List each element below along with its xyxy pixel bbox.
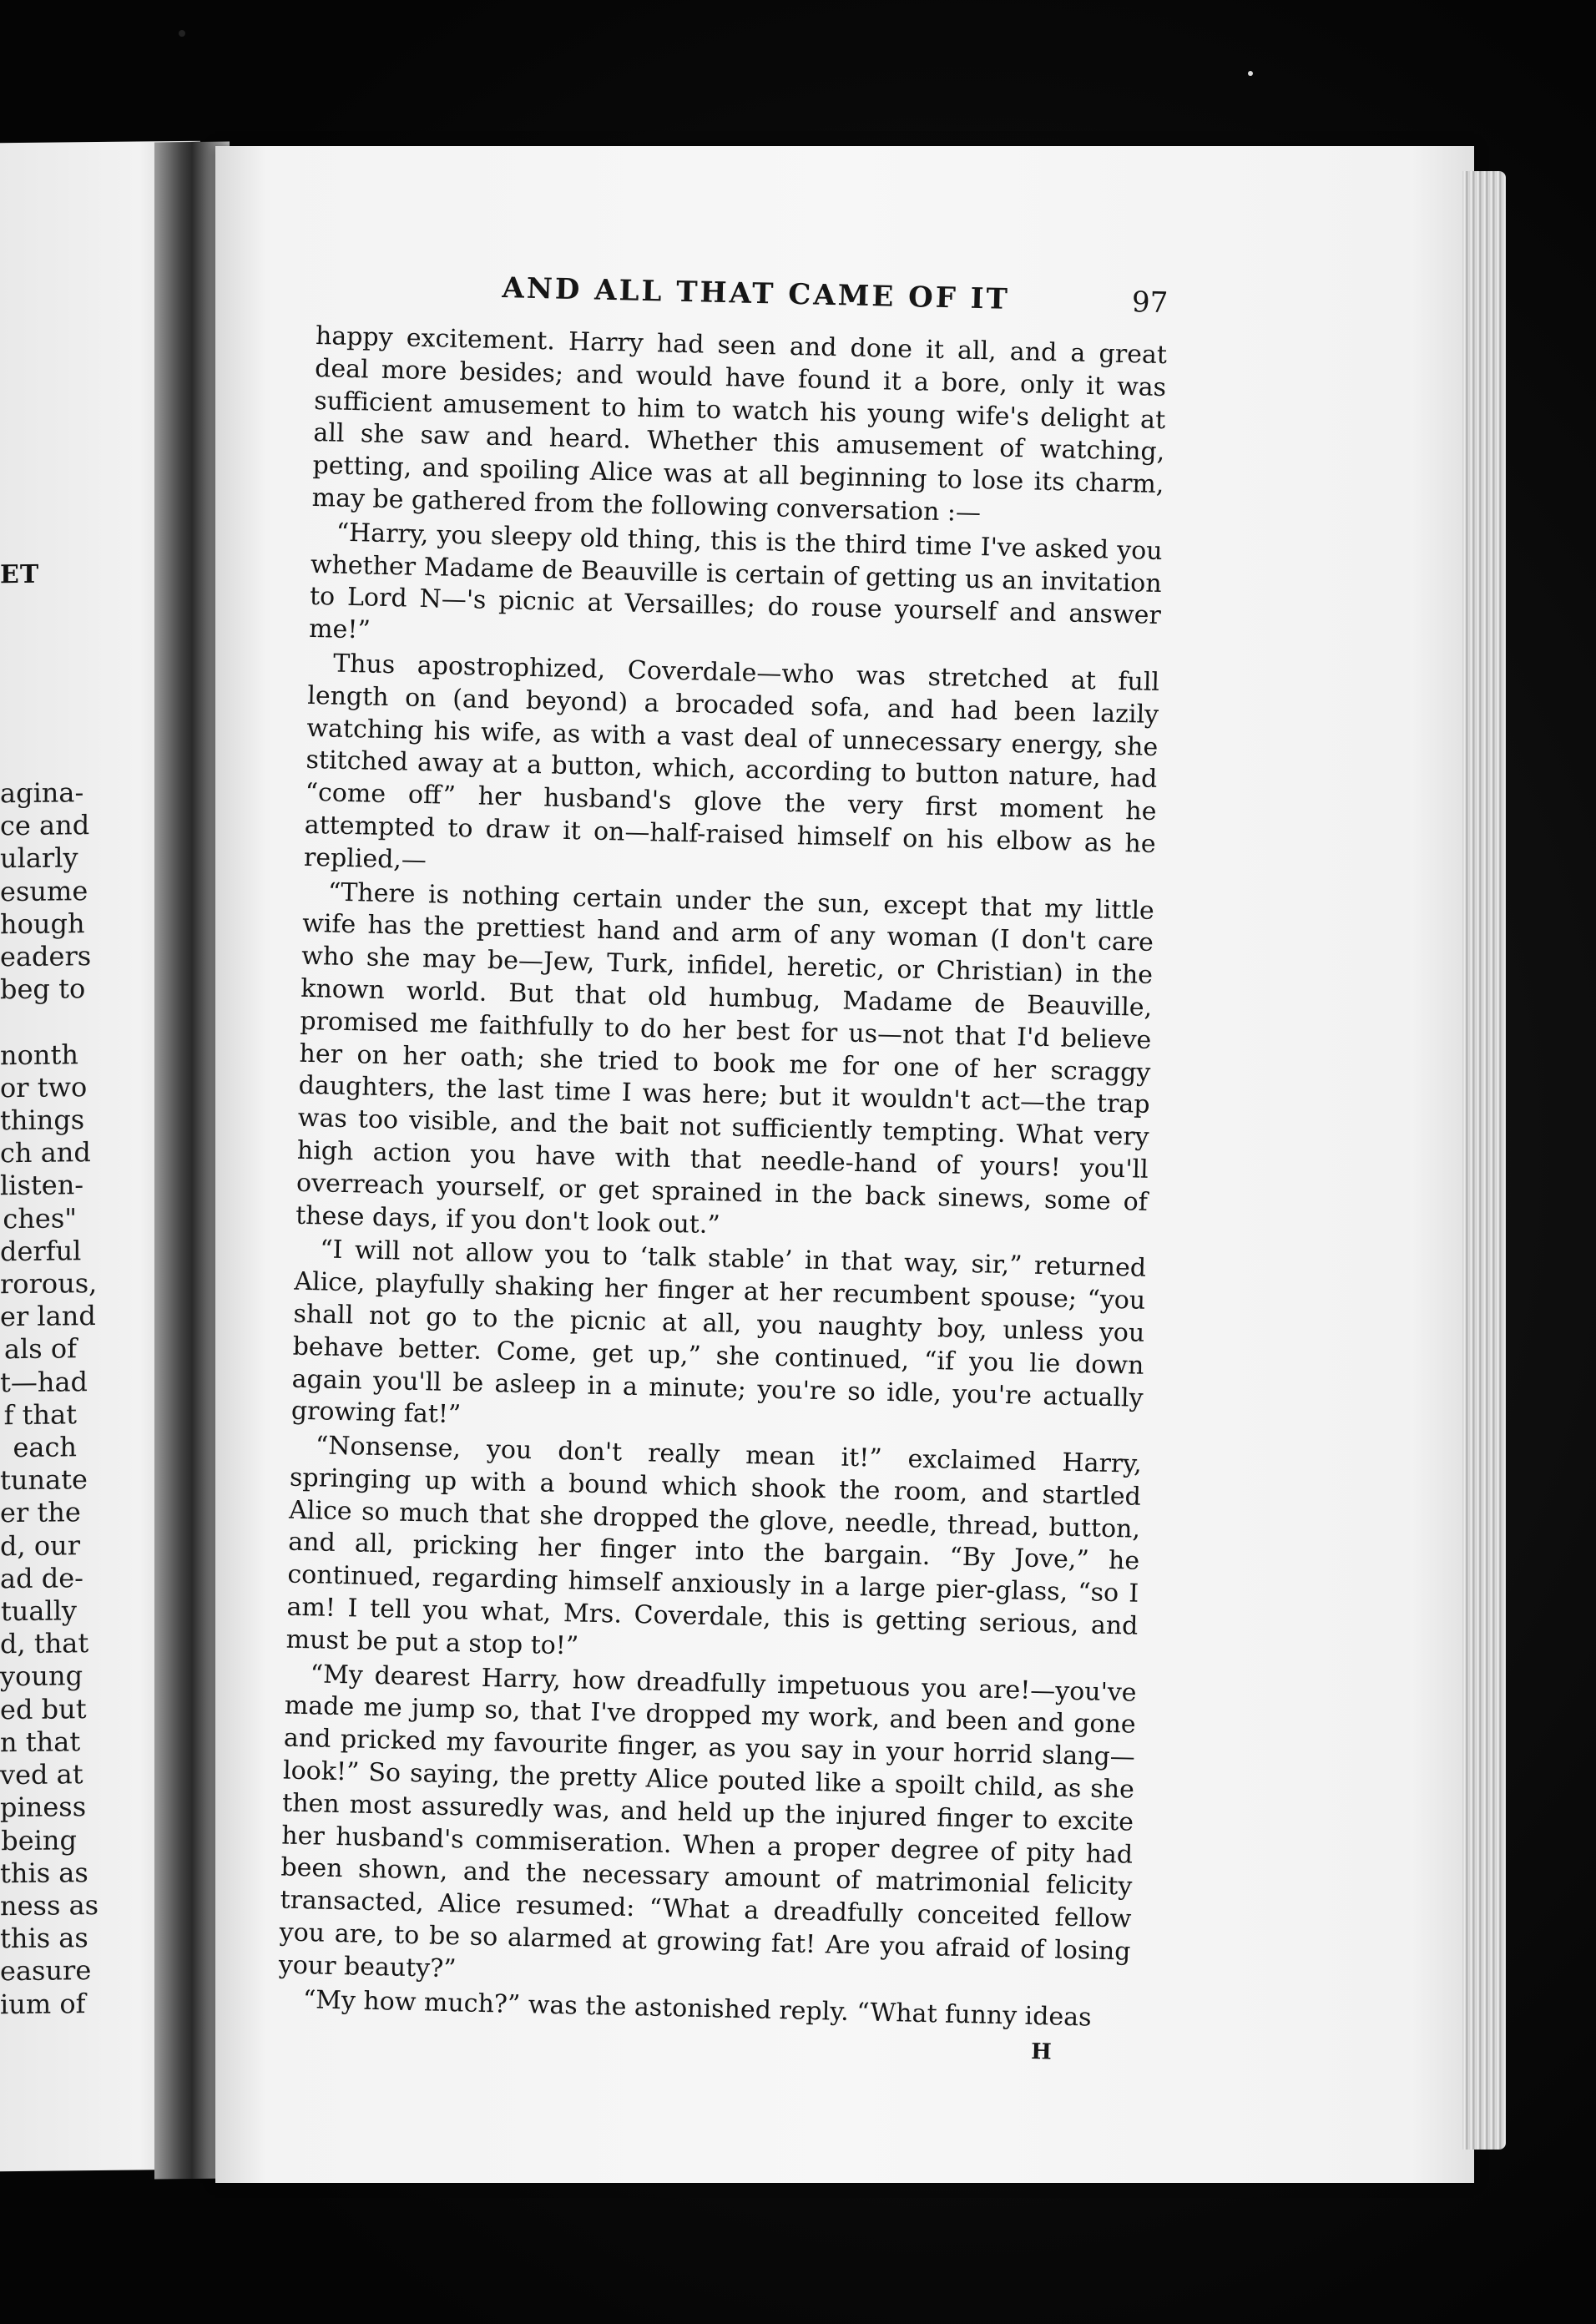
paragraph: “Harry, you sleepy old thing, this is the third time I've asked you whether Madame de Beauville is certain of getting us an invitation to Lord N—'s picnic at Versailles; do rouse yourself and answer me!”	[308, 518, 1163, 645]
paragraph: “Nonsense, you don't really mean it!” exclaimed Harry, springing up with a bound which shook the room, and startled Alice so much that she dropped the glove, needle, thread, button, and all, pricking her finger into the bargain. “By Jove,” he continued, regarding himself anxiously in a large pier-glass, “so I am! I tell you what, Mrs. Coverdale, this is getting serious, and must be put a stop to!”	[285, 1431, 1143, 1661]
previous-page-line-fragment: tunate	[0, 1463, 88, 1497]
previous-page-line-fragment: eaders	[0, 940, 92, 973]
previous-page-line-fragment: this as	[0, 1856, 88, 1889]
signature-mark: H	[1030, 2039, 1053, 2065]
previous-page-line-fragment: d, our	[0, 1528, 80, 1562]
previous-page-line-fragment: d, that	[0, 1627, 89, 1660]
previous-page-line-fragment: ularly	[0, 841, 78, 875]
previous-page-line-fragment: each	[13, 1431, 77, 1464]
previous-page-line-fragment: ch and	[0, 1136, 91, 1170]
previous-page-line-fragment: n that	[0, 1725, 81, 1759]
running-title: AND ALL THAT CAME OF IT	[502, 271, 1011, 316]
previous-page-line-fragment: listen-	[0, 1169, 84, 1202]
page-content	[277, 267, 1169, 2067]
previous-page-line-fragment: hough	[0, 907, 85, 941]
previous-page-line-fragment: ium of	[0, 1987, 86, 2020]
previous-page-line-fragment: agina-	[0, 776, 84, 810]
previous-page-line-fragment: things	[0, 1104, 85, 1137]
previous-page-line-fragment: nonth	[0, 1038, 78, 1071]
paragraph: “I will not allow you to ‘talk stable’ in that way, sir,” returned Alice, playfully shaking her finger at her recumbent spouse; “you shall not go to the picnic at all, you naughty boy, unless you behave better. Come, get up,” she continued, “if you lie down again you'll be asleep in a minute; you're so idle, you're actually growing fat!”	[290, 1235, 1147, 1430]
previous-page-line-fragment: or two	[0, 1070, 88, 1104]
previous-page-line-fragment: this as	[0, 1922, 88, 1955]
previous-page-line-fragment: ce and	[0, 809, 90, 842]
previous-page-line-fragment: ness as	[0, 1888, 99, 1922]
previous-page-line-fragment: beg to	[0, 973, 86, 1006]
previous-page-line-fragment: esume	[0, 874, 88, 907]
previous-page-line-fragment: young	[0, 1660, 83, 1693]
paragraph: happy excitement. Harry had seen and done it all, and a great deal more besides; and would have found it a bore, only it was sufficient amusement to him to watch his young wife's delight at all she saw and heard. Whether this amusement of watching, petting, and spoiling Alice was at all beginning to lose its charm, may be gathered from the following conversation :—	[311, 321, 1168, 528]
previous-page-line-fragment: f that	[3, 1398, 77, 1432]
previous-page-line-fragment: ed but	[0, 1692, 87, 1725]
previous-page-line-fragment: ches"	[3, 1201, 77, 1235]
previous-page-line-endings	[0, 776, 99, 2021]
paragraph: Thus apostrophized, Coverdale—who was stretched at full length on (and beyond) a brocaded sofa, and had been lazily watching his wife, as with a vast deal of unnecessary energy, she stitched away at a button, which, according to button nature, had “come off” her husband's glove the very first moment he attempted to draw it on—half-raised himself on his elbow as he replied,—	[303, 649, 1160, 875]
previous-page-header-fragment: ET	[0, 559, 40, 590]
previous-page-line-fragment: rorous,	[0, 1267, 98, 1301]
previous-page-line-fragment: easure	[0, 1954, 92, 1988]
paragraph: “My how much?” was the astonished reply. “What funny ideas	[302, 1984, 1092, 2033]
previous-page-line-fragment: ved at	[0, 1758, 83, 1791]
paragraph: “My dearest Harry, how dreadfully impetuous you are!—you've made me jump so, that I've dropped my work, and been and gone and pricked my favourite finger, as you say in your horrid slang—look!” So saying, the pretty Alice pouted like a spoilt child, as she then most assuredly was, and held up the injured finger to excite her husband's commiseration. When a proper degree of pity had been shown, and the necessary amount of matrimonial felicity transacted, Alice resumed: “What a dreadfully conceited fellow you are, to be so alarmed at growing fat! Are you afraid of losing your beauty?”	[278, 1659, 1137, 1984]
previous-page-line-fragment: er land	[0, 1300, 96, 1333]
previous-page-line-fragment: being	[1, 1823, 77, 1857]
dust-speck	[179, 30, 185, 37]
previous-page-line-fragment: derful	[0, 1235, 82, 1268]
previous-page-line-fragment: er the	[0, 1496, 81, 1529]
paragraph: “There is nothing certain under the sun, except that my little wife has the prettiest hand and arm of any woman (I don't care who she may be—Jew, Turk, infidel, heretic, or Christian) in the known world. But that old humbug, Madame de Beauville, promised me faithfully to do her best for us—not that I'd believe her on her oath; she tried to book me for one of her scraggy daughters, the last time I was here; but it wouldn't act—the trap was too visible, and the bait not sufficiently tempting. What very high action you have with that needle-hand of yours! you'll overreach yourself, or get sprained in the back sinews, some of these days, if you don't look out.”	[295, 877, 1155, 1240]
page-number: 97	[1131, 285, 1169, 321]
previous-page-line-fragment: tually	[0, 1594, 77, 1628]
page-fore-edge	[1462, 171, 1506, 2150]
dust-speck	[1248, 71, 1253, 76]
previous-page-line-fragment: als of	[3, 1332, 77, 1366]
previous-page-line-fragment	[0, 1006, 77, 1039]
previous-page-line-fragment: piness	[0, 1791, 87, 1824]
previous-page-line-fragment: t—had	[0, 1365, 88, 1398]
previous-page-line-fragment: ad de-	[0, 1562, 83, 1595]
